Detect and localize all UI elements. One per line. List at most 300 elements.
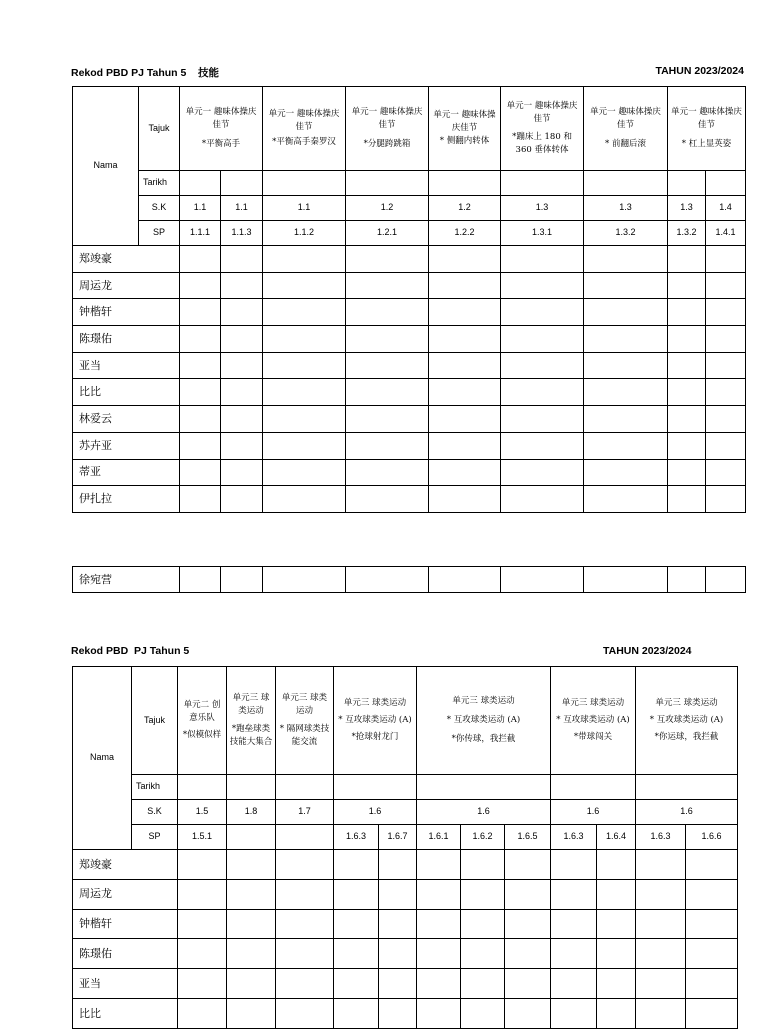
score-cell[interactable] <box>417 909 461 939</box>
score-cell[interactable] <box>346 567 429 593</box>
record-table-2 <box>72 666 738 1029</box>
student-name: 周运龙 <box>73 272 180 299</box>
score-cell[interactable] <box>276 969 334 999</box>
score-cell[interactable] <box>178 850 227 880</box>
record-title-text: Rekod PBD PJ Tahun 5 <box>71 67 187 79</box>
score-cell[interactable] <box>584 379 668 406</box>
score-cell[interactable] <box>263 432 346 459</box>
score-cell[interactable] <box>668 459 706 486</box>
score-cell[interactable] <box>584 459 668 486</box>
sp-code: 1.2.1 <box>346 221 429 246</box>
score-cell[interactable] <box>429 567 501 593</box>
student-name: 苏卉亚 <box>73 432 180 459</box>
topic-label: * 杠上显英姿 <box>681 139 732 150</box>
score-cell[interactable] <box>584 486 668 513</box>
table-row <box>73 272 746 299</box>
sk-row <box>73 196 746 221</box>
score-cell[interactable] <box>706 326 746 353</box>
score-cell[interactable] <box>346 246 429 273</box>
sp-code: 1.1.3 <box>221 221 263 246</box>
sk-code: 1.8 <box>227 800 276 825</box>
year-label-1: TAHUN 2023/2024 <box>655 65 744 77</box>
score-cell[interactable] <box>686 969 738 999</box>
score-cell[interactable] <box>505 969 551 999</box>
record-table-1-extra <box>72 566 746 593</box>
score-cell[interactable] <box>429 486 501 513</box>
score-cell[interactable] <box>706 567 746 593</box>
score-cell[interactable] <box>334 879 379 909</box>
score-cell[interactable] <box>584 326 668 353</box>
sp-code: 1.6.5 <box>505 825 551 850</box>
sp-code: 1.3.2 <box>668 221 706 246</box>
score-cell[interactable] <box>346 379 429 406</box>
score-cell[interactable] <box>584 246 668 273</box>
sp-code: 1.4.1 <box>706 221 746 246</box>
score-cell[interactable] <box>227 909 276 939</box>
score-cell[interactable] <box>706 379 746 406</box>
score-cell[interactable] <box>346 299 429 326</box>
score-cell[interactable] <box>263 486 346 513</box>
student-name: 伊扎拉 <box>73 486 180 513</box>
score-cell[interactable] <box>346 432 429 459</box>
score-cell[interactable] <box>221 432 263 459</box>
student-name: 周运龙 <box>73 879 178 909</box>
sk-code: 1.6 <box>334 800 417 825</box>
topic-label: *似模似样 <box>182 730 222 741</box>
table-row <box>73 432 746 459</box>
topic-header <box>636 667 738 775</box>
score-cell[interactable] <box>221 299 263 326</box>
score-cell[interactable] <box>505 909 551 939</box>
sk-code: 1.3 <box>501 196 584 221</box>
score-cell[interactable] <box>501 567 584 593</box>
score-cell[interactable] <box>429 379 501 406</box>
score-cell[interactable] <box>668 299 706 326</box>
sk-label: S.K <box>139 196 180 221</box>
unit-label: 单元一 趣味体操庆佳节 <box>506 101 578 125</box>
topic-label: *带球闯关 <box>573 732 613 743</box>
score-cell[interactable] <box>429 459 501 486</box>
topic-label: *分腿跨跳箱 <box>363 139 411 150</box>
score-cell[interactable] <box>501 272 584 299</box>
score-cell[interactable] <box>263 379 346 406</box>
score-cell[interactable] <box>276 850 334 880</box>
score-cell[interactable] <box>227 939 276 969</box>
date-cell[interactable] <box>706 171 746 196</box>
table-row <box>73 850 738 880</box>
score-cell[interactable] <box>221 379 263 406</box>
sp-label: SP <box>132 825 178 850</box>
topic-header <box>417 667 551 775</box>
score-cell[interactable] <box>461 909 505 939</box>
date-cell[interactable] <box>636 775 738 800</box>
date-cell[interactable] <box>501 171 584 196</box>
topic-label: *平衡高手 <box>201 139 241 150</box>
score-cell[interactable] <box>461 939 505 969</box>
topic-header <box>263 87 346 171</box>
sp-code: 1.1.1 <box>180 221 221 246</box>
topic-header <box>346 87 429 171</box>
sp-code: 1.6.1 <box>417 825 461 850</box>
record-table-1 <box>72 86 746 513</box>
score-cell[interactable] <box>429 352 501 379</box>
score-cell[interactable] <box>551 879 597 909</box>
score-cell[interactable] <box>668 272 706 299</box>
topic-header <box>584 87 668 171</box>
score-cell[interactable] <box>334 909 379 939</box>
date-cell[interactable] <box>584 171 668 196</box>
score-cell[interactable] <box>227 850 276 880</box>
tarikh-label: Tarikh <box>132 775 178 800</box>
date-cell[interactable] <box>276 775 334 800</box>
score-cell[interactable] <box>379 939 417 969</box>
date-cell[interactable] <box>178 775 227 800</box>
topic-label: * 隔网球类技能交流 <box>279 723 330 747</box>
tajuk-header: Tajuk <box>132 667 178 775</box>
score-cell[interactable] <box>379 850 417 880</box>
score-cell[interactable] <box>221 352 263 379</box>
table-row <box>73 909 738 939</box>
score-cell[interactable] <box>706 459 746 486</box>
score-cell[interactable] <box>505 850 551 880</box>
score-cell[interactable] <box>276 909 334 939</box>
sk-code: 1.5 <box>178 800 227 825</box>
score-cell[interactable] <box>461 850 505 880</box>
date-cell[interactable] <box>429 171 501 196</box>
score-cell[interactable] <box>180 432 221 459</box>
score-cell[interactable] <box>636 850 686 880</box>
sp-code <box>227 825 276 850</box>
score-cell[interactable] <box>584 567 668 593</box>
score-cell[interactable] <box>276 939 334 969</box>
score-cell[interactable] <box>551 939 597 969</box>
date-cell[interactable] <box>227 775 276 800</box>
score-cell[interactable] <box>180 299 221 326</box>
score-cell[interactable] <box>551 909 597 939</box>
sp-code: 1.2.2 <box>429 221 501 246</box>
score-cell[interactable] <box>417 939 461 969</box>
unit-label: 单元一 趣味体操庆佳节 <box>433 109 496 133</box>
sk-code: 1.7 <box>276 800 334 825</box>
score-cell[interactable] <box>417 969 461 999</box>
score-cell[interactable] <box>180 379 221 406</box>
student-name: 徐宛营 <box>73 567 180 593</box>
tarikh-row <box>73 171 746 196</box>
score-cell[interactable] <box>429 299 501 326</box>
topic-label: * 互攻球类运动 (A) <box>556 714 630 725</box>
score-cell[interactable] <box>346 272 429 299</box>
score-cell[interactable] <box>501 379 584 406</box>
score-cell[interactable] <box>346 406 429 433</box>
table-row <box>73 879 738 909</box>
score-cell[interactable] <box>227 969 276 999</box>
unit-label: 单元三 球类运动 <box>343 697 407 708</box>
sk-code: 1.2 <box>429 196 501 221</box>
sp-code: 1.3.2 <box>584 221 668 246</box>
tarikh-label: Tarikh <box>139 171 180 196</box>
score-cell[interactable] <box>584 352 668 379</box>
topic-header <box>501 87 584 171</box>
student-name: 钟楷轩 <box>73 909 178 939</box>
unit-label: 单元一 趣味体操庆佳节 <box>590 106 661 130</box>
sp-row <box>73 825 738 850</box>
topic-header <box>227 667 276 775</box>
unit-label: 单元三 球类运动 <box>655 697 718 708</box>
score-cell[interactable] <box>584 272 668 299</box>
sp-label: SP <box>139 221 180 246</box>
score-cell[interactable] <box>505 879 551 909</box>
score-cell[interactable] <box>584 299 668 326</box>
score-cell[interactable] <box>379 969 417 999</box>
score-cell[interactable] <box>706 486 746 513</box>
table-row <box>73 969 738 999</box>
score-cell[interactable] <box>706 432 746 459</box>
nama-header: Nama <box>73 667 132 850</box>
sk-code: 1.6 <box>636 800 738 825</box>
topic-label: * 互攻球类运动 (A) <box>649 714 724 725</box>
score-cell[interactable] <box>668 486 706 513</box>
score-cell[interactable] <box>706 272 746 299</box>
score-cell[interactable] <box>429 406 501 433</box>
score-cell[interactable] <box>668 326 706 353</box>
record-title-2: Rekod PBD PJ Tahun 5 <box>71 645 190 657</box>
student-name: 陈璟佑 <box>73 326 180 353</box>
student-name: 陈璟佑 <box>73 939 178 969</box>
score-cell[interactable] <box>636 939 686 969</box>
student-rows <box>73 850 738 1029</box>
header-row <box>73 87 746 171</box>
score-cell[interactable] <box>597 850 636 880</box>
date-cell[interactable] <box>551 775 636 800</box>
score-cell[interactable] <box>221 246 263 273</box>
student-rows <box>73 246 746 513</box>
date-cell[interactable] <box>221 171 263 196</box>
score-cell[interactable] <box>668 432 706 459</box>
table-row <box>73 246 746 273</box>
score-cell[interactable] <box>461 879 505 909</box>
score-cell[interactable] <box>263 272 346 299</box>
score-cell[interactable] <box>706 246 746 273</box>
topic-label: * 侧翻内转体 <box>439 136 490 147</box>
student-name: 钟楷轩 <box>73 299 180 326</box>
score-cell[interactable] <box>636 909 686 939</box>
sk-code: 1.1 <box>263 196 346 221</box>
year-label-2: TAHUN 2023/2024 <box>603 645 692 657</box>
sp-code: 1.6.7 <box>379 825 417 850</box>
score-cell[interactable] <box>597 879 636 909</box>
score-cell[interactable] <box>597 939 636 969</box>
student-name: 亚当 <box>73 969 178 999</box>
date-cell[interactable] <box>668 171 706 196</box>
score-cell[interactable] <box>180 246 221 273</box>
score-cell[interactable] <box>180 459 221 486</box>
score-cell[interactable] <box>501 246 584 273</box>
table-row <box>73 326 746 353</box>
unit-label: 单元三 球类运动 <box>452 695 515 706</box>
score-cell[interactable] <box>227 879 276 909</box>
score-cell[interactable] <box>551 850 597 880</box>
score-cell[interactable] <box>501 459 584 486</box>
score-cell[interactable] <box>221 486 263 513</box>
record-title-1 <box>71 65 219 80</box>
score-cell[interactable] <box>379 909 417 939</box>
tarikh-row <box>73 775 738 800</box>
score-cell[interactable] <box>636 879 686 909</box>
score-cell[interactable] <box>686 879 738 909</box>
score-cell[interactable] <box>379 879 417 909</box>
student-name: 比比 <box>73 998 178 1028</box>
score-cell[interactable] <box>263 406 346 433</box>
score-cell[interactable] <box>429 432 501 459</box>
unit-label: 单元三 球类运动 <box>232 693 270 717</box>
score-cell[interactable] <box>221 272 263 299</box>
student-name: 郑竣豪 <box>73 246 180 273</box>
score-cell[interactable] <box>178 909 227 939</box>
unit-label: 单元一 趣味体操庆佳节 <box>671 106 742 130</box>
score-cell[interactable] <box>221 406 263 433</box>
score-cell[interactable] <box>276 879 334 909</box>
sp-code: 1.6.3 <box>551 825 597 850</box>
score-cell[interactable] <box>584 432 668 459</box>
score-cell[interactable] <box>501 406 584 433</box>
student-name: 亚当 <box>73 352 180 379</box>
date-cell[interactable] <box>334 775 417 800</box>
score-cell[interactable] <box>551 969 597 999</box>
score-cell[interactable] <box>584 406 668 433</box>
score-cell[interactable] <box>706 352 746 379</box>
unit-label: 单元三 球类运动 <box>561 697 625 708</box>
score-cell[interactable] <box>263 459 346 486</box>
topic-header <box>276 667 334 775</box>
score-cell[interactable] <box>178 879 227 909</box>
topic-header <box>551 667 636 775</box>
score-cell[interactable] <box>668 246 706 273</box>
topic-label: *跑垒球类技能大集合 <box>229 723 273 747</box>
date-cell[interactable] <box>180 171 221 196</box>
score-cell[interactable] <box>501 299 584 326</box>
sp-code: 1.6.4 <box>597 825 636 850</box>
score-cell[interactable] <box>668 352 706 379</box>
score-cell[interactable] <box>334 969 379 999</box>
sp-code: 1.3.1 <box>501 221 584 246</box>
topic-label: *平衡高手秦罗汉 <box>272 137 336 148</box>
sk-code: 1.1 <box>180 196 221 221</box>
score-cell[interactable] <box>346 459 429 486</box>
unit-label: 单元二 创意乐队 <box>183 699 221 723</box>
student-name: 蒂亚 <box>73 459 180 486</box>
score-cell[interactable] <box>429 326 501 353</box>
sp-code: 1.6.2 <box>461 825 505 850</box>
topic-label: * 互攻球类运动 (A) <box>338 714 412 725</box>
date-cell[interactable] <box>263 171 346 196</box>
score-cell[interactable] <box>263 326 346 353</box>
score-cell[interactable] <box>597 969 636 999</box>
score-cell[interactable] <box>178 969 227 999</box>
score-cell[interactable] <box>180 406 221 433</box>
score-cell[interactable] <box>501 326 584 353</box>
score-cell[interactable] <box>429 272 501 299</box>
score-cell[interactable] <box>346 486 429 513</box>
score-cell[interactable] <box>263 352 346 379</box>
score-cell[interactable] <box>686 909 738 939</box>
score-cell[interactable] <box>334 939 379 969</box>
sk-code: 1.4 <box>706 196 746 221</box>
sk-code: 1.6 <box>417 800 551 825</box>
score-cell[interactable] <box>686 850 738 880</box>
score-cell[interactable] <box>417 879 461 909</box>
table-row <box>73 567 746 593</box>
score-cell[interactable] <box>334 850 379 880</box>
student-name: 林爱云 <box>73 406 180 433</box>
score-cell[interactable] <box>180 567 221 593</box>
topic-label: * 前翻后滚 <box>605 139 646 150</box>
score-cell[interactable] <box>429 246 501 273</box>
header-row <box>73 667 738 775</box>
score-cell[interactable] <box>346 352 429 379</box>
unit-label: 单元一 趣味体操庆佳节 <box>185 106 257 130</box>
score-cell[interactable] <box>686 939 738 969</box>
score-cell[interactable] <box>180 486 221 513</box>
sp-row <box>73 221 746 246</box>
topic-label: *你传球，我拦截 <box>451 734 516 745</box>
topic-header <box>178 667 227 775</box>
topic-label: *蹦床上 180 和 360 垂体转体 <box>512 131 572 155</box>
score-cell[interactable] <box>501 432 584 459</box>
score-cell[interactable] <box>461 969 505 999</box>
score-cell[interactable] <box>263 246 346 273</box>
score-cell[interactable] <box>263 567 346 593</box>
score-cell[interactable] <box>706 406 746 433</box>
table-row <box>73 379 746 406</box>
score-cell[interactable] <box>706 299 746 326</box>
topic-header <box>668 87 746 171</box>
score-cell[interactable] <box>417 850 461 880</box>
score-cell[interactable] <box>221 326 263 353</box>
score-cell[interactable] <box>668 379 706 406</box>
sp-code: 1.6.3 <box>334 825 379 850</box>
topic-label: *你运球，我拦截 <box>654 732 719 743</box>
topic-header <box>334 667 417 775</box>
score-cell[interactable] <box>178 939 227 969</box>
sp-code: 1.6.3 <box>636 825 686 850</box>
score-cell[interactable] <box>636 969 686 999</box>
unit-label: 单元一 趣味体操庆佳节 <box>268 108 340 132</box>
sk-code: 1.3 <box>584 196 668 221</box>
date-cell[interactable] <box>417 775 551 800</box>
score-cell[interactable] <box>501 486 584 513</box>
score-cell[interactable] <box>221 459 263 486</box>
score-cell[interactable] <box>346 326 429 353</box>
date-cell[interactable] <box>346 171 429 196</box>
score-cell[interactable] <box>180 352 221 379</box>
sp-code: 1.5.1 <box>178 825 227 850</box>
score-cell[interactable] <box>263 299 346 326</box>
score-cell[interactable] <box>221 567 263 593</box>
topic-header <box>429 87 501 171</box>
student-name: 比比 <box>73 379 180 406</box>
table-row <box>73 352 746 379</box>
score-cell[interactable] <box>501 352 584 379</box>
table-row <box>73 406 746 433</box>
score-cell[interactable] <box>180 326 221 353</box>
score-cell[interactable] <box>597 909 636 939</box>
topic-label: *抢球射龙门 <box>351 732 399 743</box>
score-cell[interactable] <box>180 272 221 299</box>
sp-code: 1.6.6 <box>686 825 738 850</box>
score-cell[interactable] <box>505 939 551 969</box>
score-cell[interactable] <box>668 567 706 593</box>
score-cell[interactable] <box>668 406 706 433</box>
